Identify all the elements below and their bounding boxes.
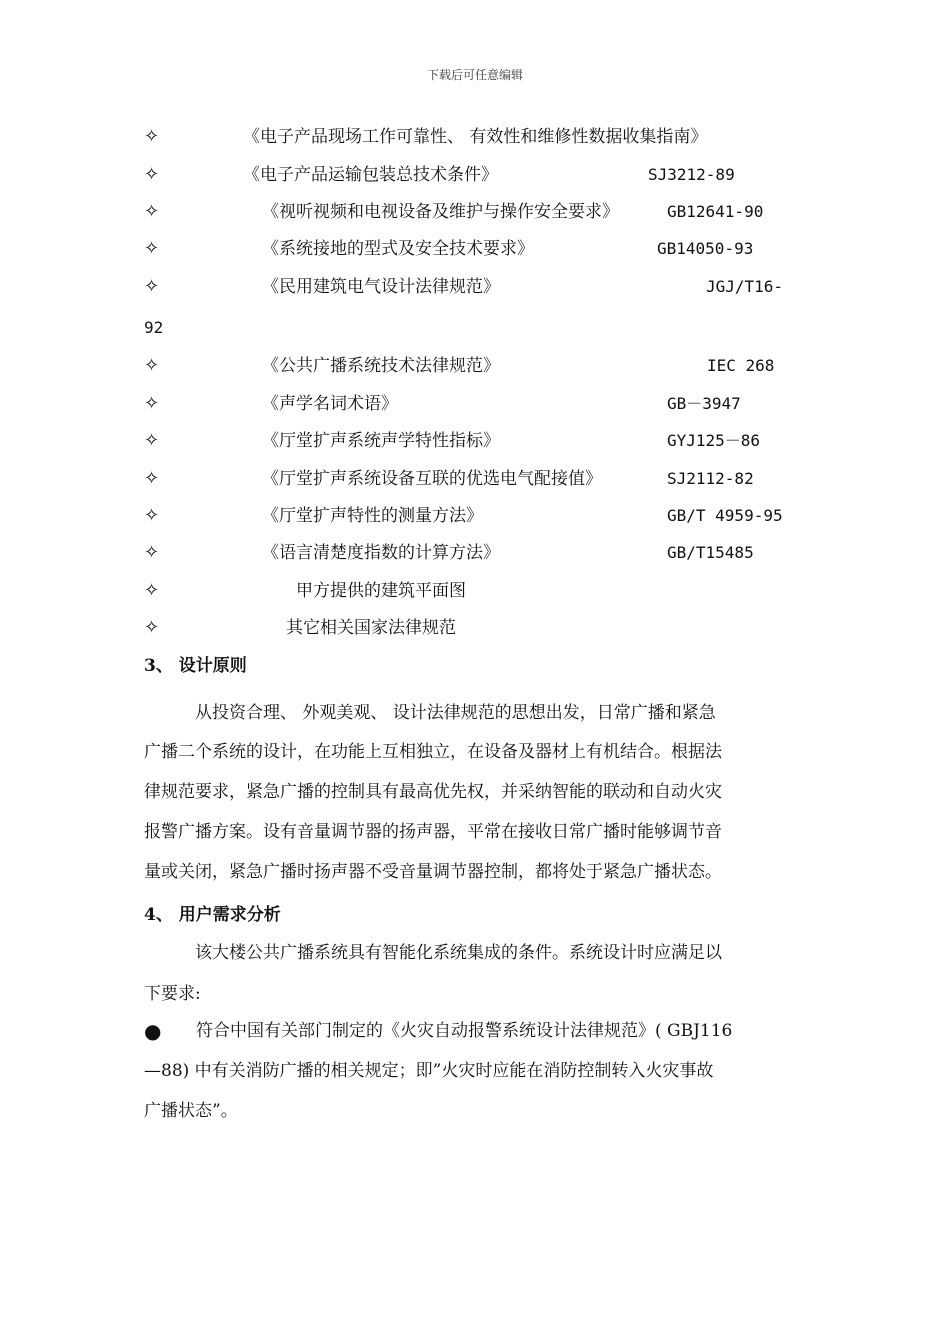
paragraph-line: 下要求: [144,984,201,1004]
reference-code-continuation: 92 [144,318,164,337]
star-bullet-icon: ✧ [144,580,160,601]
star-bullet-icon: ✧ [144,238,160,259]
star-bullet-icon: ✧ [144,276,160,297]
bullet-line: 符合中国有关部门制定的《火灾自动报警系统设计法律规范》( GBJ116 [196,1021,733,1041]
star-bullet-icon: ✧ [144,505,160,526]
page-header: 下载后可任意编辑 [426,68,523,82]
star-bullet-icon: ✧ [144,126,160,147]
reference-title: 《语言清楚度指数的计算方法》 [262,543,500,563]
reference-code: GB12641-90 [667,202,764,221]
paragraph-line: 该大楼公共广播系统具有智能化系统集成的条件。系统设计时应满足以 [195,943,722,963]
section-4-heading: 4、 用户需求分析 [144,905,281,925]
reference-code: GYJ125－86 [667,431,761,450]
reference-title: 其它相关国家法律规范 [286,618,456,638]
reference-code: IEC 268 [707,356,775,375]
reference-title: 《电子产品运输包装总技术条件》 [243,165,498,185]
reference-code: GB/T15485 [667,543,754,562]
paragraph-line: 从投资合理、 外观美观、 设计法律规范的思想出发，日常广播和紧急 [195,703,716,723]
reference-code: GB/T 4959-95 [667,506,783,525]
bullet-line: 广播状态”。 [144,1101,238,1121]
reference-code: GB－3947 [667,394,741,413]
reference-title: 《系统接地的型式及安全技术要求》 [262,239,534,259]
star-bullet-icon: ✧ [144,201,160,222]
bullet-line: —88) 中有关消防广播的相关规定；即”火灾时应能在消防控制转入火灾事故 [144,1061,714,1081]
paragraph-line: 报警广播方案。设有音量调节器的扬声器，平常在接收日常广播时能够调节音 [144,822,722,842]
reference-title: 《厅堂扩声系统声学特性指标》 [262,431,500,451]
reference-title: 《声学名词术语》 [262,394,398,414]
reference-title: 《民用建筑电气设计法律规范》 [262,277,500,297]
reference-title: 《厅堂扩声系统设备互联的优选电气配接值》 [262,469,602,489]
paragraph-line: 律规范要求，紧急广播的控制具有最高优先权，并采纳智能的联动和自动火灾 [144,782,722,802]
filled-bullet-icon: ● [144,1019,162,1043]
reference-title: 《公共广播系统技术法律规范》 [262,356,500,376]
reference-title: 《电子产品现场工作可靠性、 有效性和维修性数据收集指南》 [243,127,708,147]
reference-code: SJ3212-89 [648,165,735,184]
star-bullet-icon: ✧ [144,468,160,489]
star-bullet-icon: ✧ [144,164,160,185]
reference-title: 《视听视频和电视设备及维护与操作安全要求》 [262,202,619,222]
reference-title: 甲方提供的建筑平面图 [296,581,466,601]
star-bullet-icon: ✧ [144,617,160,638]
reference-code: GB14050-93 [657,239,754,258]
reference-code: SJ2112-82 [667,469,754,488]
star-bullet-icon: ✧ [144,393,160,414]
paragraph-line: 广播二个系统的设计，在功能上互相独立，在设备及器材上有机结合。根据法 [144,742,722,762]
star-bullet-icon: ✧ [144,430,160,451]
reference-title: 《厅堂扩声特性的测量方法》 [262,506,483,526]
section-3-heading: 3、 设计原则 [144,656,247,676]
star-bullet-icon: ✧ [144,542,160,563]
reference-code: JGJ/T16- [706,277,784,296]
paragraph-line: 量或关闭，紧急广播时扬声器不受音量调节器控制，都将处于紧急广播状态。 [144,862,722,882]
star-bullet-icon: ✧ [144,355,160,376]
